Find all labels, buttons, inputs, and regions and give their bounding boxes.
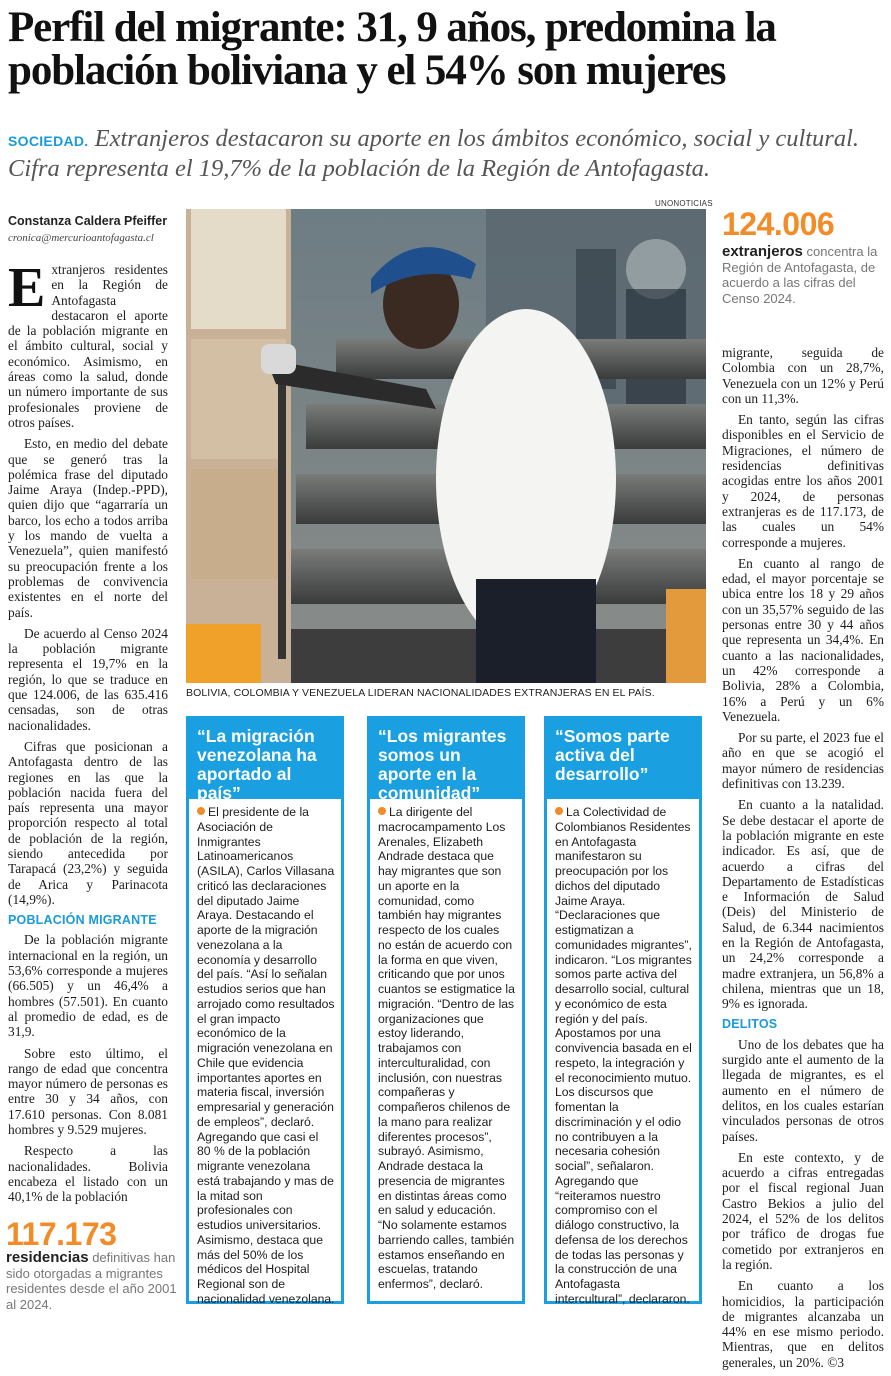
quote-box-arenales [367,716,525,1304]
bullet-icon [555,807,563,815]
drop-cap: E [8,257,46,319]
photo-credit: UNONOTICIAS [655,199,713,208]
article-column-5 [722,345,884,1376]
subhead-text: Extranjeros destacaron su aporte en los ámbitos económico, social y cultural. Cifra representa el 19,7% de la población de la Región de Antofagasta. [8,125,860,182]
quote-box-title: “Somos parte activa del desarrollo” [547,719,699,799]
stat-block-extranjeros [722,208,882,306]
paragraph-text: xtranjeros residentes en la Región de Antofagasta destacaron el aporte de la población migrante en el ámbito cultural, social y económico. Asimismo, en áreas como la salud, donde un número importante de sus profesionales proviene de otros países. [8,262,168,430]
stat-desc: concentra la Región de Antofagasta, de acuerdo a las cifras del Censo 2024. [722,244,878,306]
quote-box-asila [186,716,344,1304]
paragraph: Uno de los debates que ha surgido ante el aumento de la llegada de migrantes, es el aumento en el número de delitos, en los cuales estarían vinculados personas de otros países. [722,1036,884,1144]
paragraph: En cuanto a la natalidad. Se debe destacar el aporte de la población migrante en este indicador. Es así, que de acuerdo a cifras del Departamento de Estadísticas e Información de Salud (Deis) del Ministerio de Salud, de 6.344 nacimientos en la Región de Antofagasta, un 24,2% corresponde a madre extranjera, un 56,8% a chilena, mientras que un 18, 9% es ignorada. [722,797,884,1012]
paragraph: migrante, seguida de Colombia con un 28,7%, Venezuela con un 12% y Perú con un 11,3%. [722,345,884,406]
paragraph: Esto, en medio del debate que se generó tras la polémica frase del diputado Jaime Araya (Indep.-PPD), quien dijo que “agarraría un barco, los echo a todos arriba y los mando de vuelta a Venezuela”, quien manifestó su preocupación frente a los problemas de convivencia existentes en el norte del país. [8,436,168,620]
stat-label [6,1250,178,1312]
quote-box-text: La dirigente del macrocampamento Los Arenales, Elizabeth Andrade destaca que hay migrantes que son un aporte en la comunidad, como también hay migrantes respecto de los cuales no están de acuerdo con la forma en que viven, criticando que por unos cuantos se estigmatice la migración. “Dentro de las organizaciones que estoy liderando, trabajamos con interculturalidad, con inclusión, con nuestras compañeras y compañeros chilenos de la mano para realizar diferentes procesos”, subrayó. Asimismo, Andrade destaca la presencia de migrantes en distintas áreas como en salud y educación. “No solamente estamos barriendo calles, también estamos enseñando en escuelas, tratando enfermos”, declaró. [378,805,515,1291]
paragraph: Sobre esto último, el rango de edad que concentra mayor número de personas es entre 30 y 34 años, con 17.610 personas. Con 8.081 hombres y 9.529 mujeres. [8,1045,168,1138]
stat-block-residencias [6,1218,178,1312]
section-heading: POBLACIÓN MIGRANTE [8,913,157,928]
stat-number: 117.173 [6,1216,117,1252]
photo-caption: BOLIVIA, COLOMBIA Y VENEZUELA LIDERAN NACIONALIDADES EXTRANJERAS EN EL PAÍS. [186,687,655,699]
stat-label-bold: residencias [6,1249,89,1266]
quote-box-title: “Los migrantes somos un aporte en la comunidad” [370,719,522,799]
bullet-icon [197,807,205,815]
stat-label [722,244,882,306]
paragraph: Cifras que posicionan a Antofagasta dentro de las regiones en las que la población nacida fuera del país representa una mayor proporción respecto al total de población de la región, siendo antecedida por Tarapacá (23,2%) y seguida de Arica y Parinacota (14,9%). [8,738,168,907]
author-email[interactable]: cronica@mercurioantofagasta.cl [8,232,154,244]
paragraph: En tanto, según las cifras disponibles en el Servicio de Migraciones, el número de residencias definitivas acogidas entre los años 2001 y 2024, de personas extranjeras es de 117.173, de las cuales un 54% corresponde a mujeres. [722,412,884,550]
stat-desc: definitivas han sido otorgadas a migrantes residentes desde el año 2001 al 2024. [6,1250,177,1312]
quote-box-title: “La migración venezolana ha aportado al país” [189,719,341,799]
author-name: Constanza Caldera Pfeiffer [8,214,168,228]
headline: Perfil del migrante: 31, 9 años, predomina la población boliviana y el 54% son mujeres [8,4,776,94]
photo-illustration [186,209,706,683]
paragraph: En este contexto, y de acuerdo a cifras entregadas por el fiscal regional Juan Castro Bekios a julio del 2024, el 52% de los delitos por tráfico de drogas fue cometido por extranjeros en la región. [722,1149,884,1272]
section-heading: DELITOS [722,1017,778,1032]
paragraph: De acuerdo al Censo 2024 la población migrante representa el 19,7% en la región, lo que se traduce en que 124.006, de las 635.416 censadas, son de otras nacionalidades. [8,625,168,733]
paragraph: En cuanto al rango de edad, el mayor porcentaje se ubica entre los 18 y 29 años con un 35,57% seguido de las personas entre 30 y 44 años que representa un 34,4%. En cuanto a las nacionalidades, un 42% corresponde a Bolivia, 28% a Colombia, 16% a Perú y un 6% Venezuela. [722,555,884,724]
paragraph: Respecto a las nacionalidades. Bolivia encabeza el listado con un 40,1% de la población [8,1143,168,1205]
paragraph: En cuanto a los homicidios, la participación de migrantes alcanzaba un 44% en ese mismo periodo. Mientras, que en delitos generales, un 20%. ©3 [722,1278,884,1370]
article-photo [186,209,706,683]
quote-box-body [547,799,699,1307]
paragraph: Por su parte, el 2023 fue el año en que se acogió el mayor número de residencias definitivas con 13.239. [722,730,884,792]
bullet-icon [378,807,386,815]
stat-label-bold: extranjeros [722,243,803,260]
paragraph [8,257,168,430]
stat-number: 124.006 [722,206,835,242]
article-column-1 [8,257,168,1211]
quote-box-text: La Colectividad de Colombianos Residentes en Antofagasta manifestaron su preocupación por los dichos del diputado Jaime Araya. “Declaraciones que estigmatizan a comunidades migrantes”, indicaron. “Los migrantes somos parte activa del desarrollo social, cultural y económico de esta región y del país. Apostamos por una convivencia basada en el respeto, la integración y el reconocimiento mutuo. Los discursos que fomentan la discriminación y el odio no contribuyen a la necesaria cohesión social”, señalaron. Agregando que “reiteramos nuestro compromiso con el diálogo constructivo, la defensa de los derechos de todas las personas y la construcción de una Antofagasta intercultural”, declararon. [555,805,692,1306]
quote-box-colombianos [544,716,702,1304]
subhead [8,125,886,183]
quote-box-body [189,799,341,1307]
section-tag: SOCIEDAD. [8,133,89,149]
paragraph: De la población migrante internacional en la región, un 53,6% corresponde a mujeres (66.505) y un 46,4% a hombres (57.501). En cuanto al promedio de edad, es de 31,9. [8,932,168,1040]
quote-box-body [370,799,522,1292]
quote-box-text: El presidente de la Asociación de Inmigrantes Latinoamericanos (ASILA), Carlos Villasana criticó las declaraciones del diputado Jaime Araya. Destacando el aporte de la migración venezolana a la economía y desarrollo del país. “Así lo señalan estudios serios que han arrojado como resultados el gran impacto económico de la migración venezolana en Chile que evidencia importantes aportes en materia fiscal, inversión empresarial y generación de empleos”, declaró. Agregando que casi el 80 % de la población migrante venezolana está trabajando y mas de la mitad son profesionales con estudios universitarios. Asimismo, destaca que más del 50% de los médicos del Hospital Regional son de nacionalidad venezolana. [197,805,335,1306]
